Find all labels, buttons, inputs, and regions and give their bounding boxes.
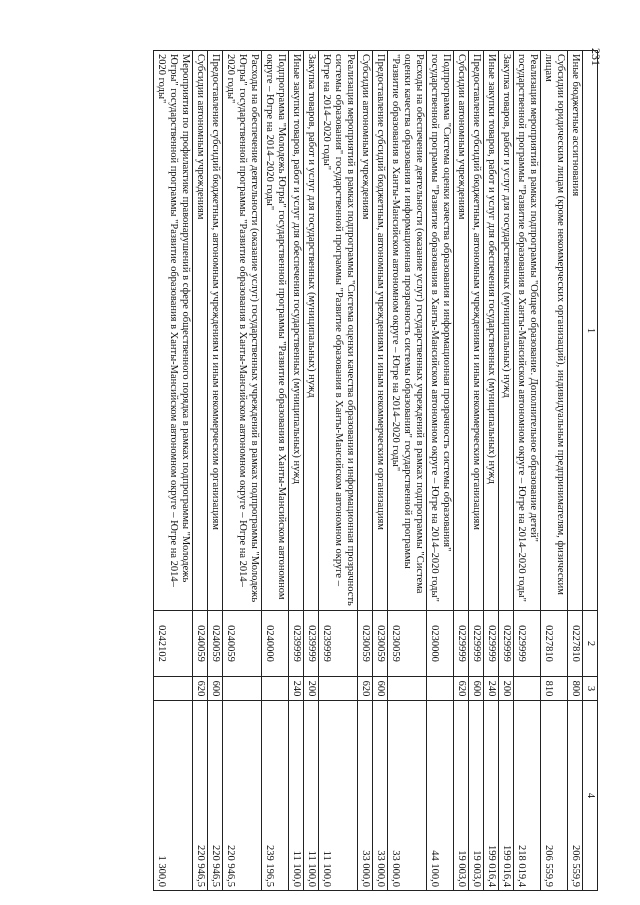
budget-table (153, 50, 598, 891)
row-name-cell: Субсидии автономным учреждениям (193, 51, 208, 611)
row-type-cell (319, 677, 358, 701)
table-row (289, 51, 304, 891)
row-type-cell: 240 (289, 677, 304, 701)
row-code-cell: 0230000 (427, 611, 454, 677)
row-amount-cell: 206 559,9 (541, 701, 568, 891)
row-type-cell (262, 677, 289, 701)
row-name-cell: Иные бюджетные ассигнования (568, 51, 583, 611)
row-type-cell (427, 677, 454, 701)
row-type-cell: 620 (358, 677, 373, 701)
row-name-cell: Подпрограмма "Система оценки качества образования и информационная прозрачность системы образования" государственной программы "Развитие образования в Ханты-Мансийском автономном округе – Югре на 2014–2020 годы" (427, 51, 454, 611)
row-type-cell: 200 (499, 677, 514, 701)
row-type-cell: 620 (454, 677, 469, 701)
row-type-cell (388, 677, 427, 701)
row-name-cell: Субсидии автономным учреждениям (454, 51, 469, 611)
row-amount-cell: 199 016,4 (484, 701, 499, 891)
row-type-cell: 240 (484, 677, 499, 701)
row-name-cell: Субсидии автономным учреждениям (358, 51, 373, 611)
table-row (223, 51, 262, 891)
row-code-cell: 0227810 (541, 611, 568, 677)
row-name-cell: Расходы на обеспечение деятельности (оказание услуг) государственных учреждений в рамках подпрограммы "Молодежь Югры" государственной программы "Развитие образования в Ханты-Мансийском автономном округе – Югре на 2014–2020 годы" (223, 51, 262, 611)
row-code-cell: 0230059 (388, 611, 427, 677)
row-name-cell: Закупка товаров, работ и услуг для государственных (муниципальных) нужд (499, 51, 514, 611)
row-code-cell: 0229999 (454, 611, 469, 677)
row-amount-cell: 11 100,0 (319, 701, 358, 891)
row-amount-cell: 206 559,9 (568, 701, 583, 891)
row-code-cell: 0239999 (304, 611, 319, 677)
row-type-cell (223, 677, 262, 701)
row-code-cell: 0240000 (262, 611, 289, 677)
row-code-cell: 0242102 (154, 611, 193, 677)
header-cell-amount: 4 (583, 701, 598, 891)
row-code-cell: 0239999 (289, 611, 304, 677)
rotated-page (88, 50, 598, 890)
row-type-cell: 600 (373, 677, 388, 701)
row-code-cell: 0240059 (193, 611, 208, 677)
row-code-cell: 0229999 (484, 611, 499, 677)
row-amount-cell: 19 003,0 (469, 701, 484, 891)
header-cell-type: 3 (583, 677, 598, 701)
row-amount-cell: 1 300,0 (154, 701, 193, 891)
row-type-cell: 620 (193, 677, 208, 701)
row-code-cell: 0230059 (373, 611, 388, 677)
table-row (373, 51, 388, 891)
table-row (469, 51, 484, 891)
row-amount-cell: 239 196,5 (262, 701, 289, 891)
row-amount-cell: 44 100,0 (427, 701, 454, 891)
header-row (583, 51, 598, 891)
row-amount-cell: 220 946,5 (208, 701, 223, 891)
row-code-cell: 0229999 (469, 611, 484, 677)
header-cell-code: 2 (583, 611, 598, 677)
row-type-cell: 810 (541, 677, 568, 701)
row-amount-cell: 11 100,0 (289, 701, 304, 891)
row-code-cell: 0240059 (223, 611, 262, 677)
row-code-cell: 0229999 (499, 611, 514, 677)
row-code-cell: 0229999 (514, 611, 541, 677)
row-amount-cell: 11 100,0 (304, 701, 319, 891)
row-name-cell: Подпрограмма "Молодежь Югры" государственной программы "Развитие образования в Ханты-Мансийском автономном округе – Югре на 2014–2020 годы" (262, 51, 289, 611)
row-name-cell: Мероприятия по профилактике правонарушений в сфере общественного порядка в рамках подпрограммы "Молодежь Югры" государственной программы "Развитие образования в Ханты-Мансийском автономном округе – Югре на 2014–2020 годы" (154, 51, 193, 611)
row-amount-cell: 33 000,0 (388, 701, 427, 891)
table-row (319, 51, 358, 891)
row-name-cell: Закупка товаров, работ и услуг для государственных (муниципальных) нужд (304, 51, 319, 611)
table-row (154, 51, 193, 891)
table-row (193, 51, 208, 891)
row-name-cell: Реализация мероприятий в рамках подпрограммы "Общее образование. Дополнительное образование детей" государственной программы "Развитие образования в Ханты-Мансийском автономном округе – Югре на 2014–2020 годы" (514, 51, 541, 611)
row-name-cell: Субсидии юридическим лицам (кроме некоммерческих организаций), индивидуальным предпринимателям, физическим лицам (541, 51, 568, 611)
table-row (262, 51, 289, 891)
page-number: 231 (589, 48, 603, 66)
row-name-cell: Расходы на обеспечение деятельности (оказание услуг) государственных учреждений в рамках подпрограммы "Система оценки качества образования и информационная прозрачность системы образования" государственной программы "Развитие образования в Ханты-Мансийском автономном округе – Югре на 2014–2020 годы" (388, 51, 427, 611)
row-type-cell (514, 677, 541, 701)
row-name-cell: Предоставление субсидий бюджетным, автономным учреждениям и иным некоммерческим организациям (373, 51, 388, 611)
table-row (388, 51, 427, 891)
table-row (514, 51, 541, 891)
row-name-cell: Предоставление субсидий бюджетным, автономным учреждениям и иным некоммерческим организациям (208, 51, 223, 611)
table-row (499, 51, 514, 891)
row-amount-cell: 33 000,0 (358, 701, 373, 891)
row-type-cell: 800 (568, 677, 583, 701)
row-amount-cell: 220 946,5 (223, 701, 262, 891)
table-body (154, 51, 583, 891)
row-code-cell: 0239999 (319, 611, 358, 677)
row-type-cell: 600 (469, 677, 484, 701)
table-row (208, 51, 223, 891)
row-type-cell (154, 677, 193, 701)
table-row (454, 51, 469, 891)
table-row (304, 51, 319, 891)
row-type-cell: 200 (304, 677, 319, 701)
table-row (568, 51, 583, 891)
table-row (427, 51, 454, 891)
row-name-cell: Иные закупки товаров, работ и услуг для обеспечения государственных (муниципальных) нужд (289, 51, 304, 611)
row-amount-cell: 33 000,0 (373, 701, 388, 891)
row-amount-cell: 199 016,4 (499, 701, 514, 891)
table-row (358, 51, 373, 891)
row-code-cell: 0240059 (208, 611, 223, 677)
row-name-cell: Иные закупки товаров, работ и услуг для обеспечения государственных (муниципальных) нужд (484, 51, 499, 611)
row-amount-cell: 19 003,0 (454, 701, 469, 891)
row-type-cell: 600 (208, 677, 223, 701)
header-cell-name: 1 (583, 51, 598, 611)
row-code-cell: 0230059 (358, 611, 373, 677)
row-amount-cell: 220 946,5 (193, 701, 208, 891)
table-row (541, 51, 568, 891)
row-name-cell: Предоставление субсидий бюджетным, автономным учреждениям и иным некоммерческим организациям (469, 51, 484, 611)
row-code-cell: 0227810 (568, 611, 583, 677)
row-amount-cell: 218 019,4 (514, 701, 541, 891)
row-name-cell: Реализация мероприятий в рамках подпрограммы "Система оценки качества образования и информационная прозрачность системы образования" государственной программы "Развитие образования в Ханты-Мансийском автономном округе – Югре на 2014–2020 годы" (319, 51, 358, 611)
table-row (484, 51, 499, 891)
